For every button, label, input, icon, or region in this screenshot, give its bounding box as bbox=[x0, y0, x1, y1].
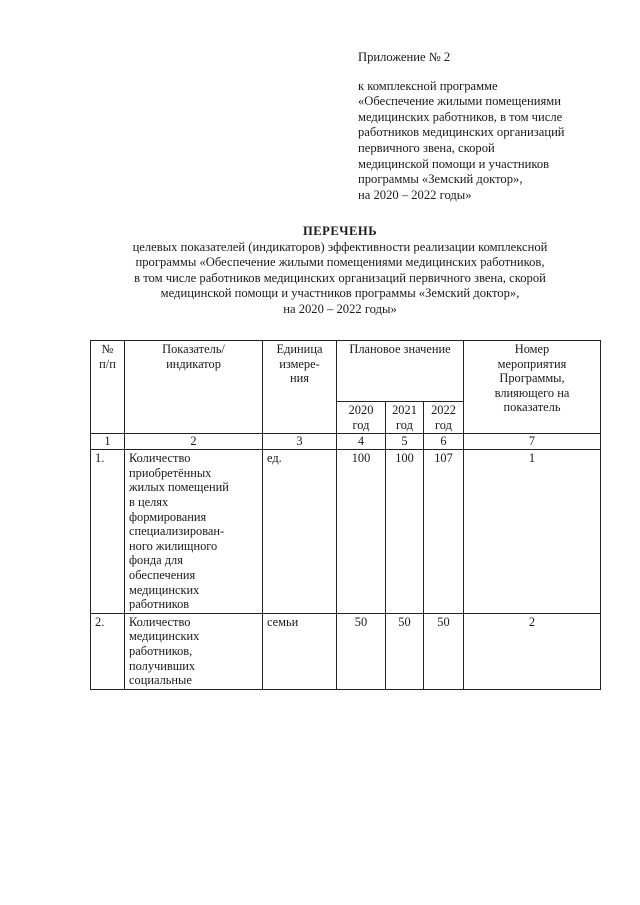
row-num: 2. bbox=[91, 613, 125, 689]
column-number: 1 bbox=[91, 434, 125, 450]
header-year-2021: 2021 год bbox=[386, 402, 424, 434]
header-planned: Плановое значение bbox=[337, 341, 464, 402]
appendix-line: медицинских работников, в том числе bbox=[358, 109, 563, 124]
row-measure: 1 bbox=[464, 450, 601, 614]
title-line: медицинской помощи и участников программы «Земский доктор», bbox=[160, 286, 520, 301]
title-line: программы «Обеспечение жилыми помещениями медицинских работников, bbox=[135, 255, 545, 270]
row-num: 1. bbox=[91, 450, 125, 614]
appendix-line: на 2020 – 2022 годы» bbox=[358, 187, 472, 202]
appendix-line: первичного звена, скорой bbox=[358, 140, 495, 155]
column-number-row bbox=[91, 434, 601, 450]
appendix-line: работников медицинских организаций bbox=[358, 125, 565, 140]
column-number: 3 bbox=[263, 434, 337, 450]
appendix-header bbox=[358, 50, 626, 203]
header-indicator: Показатель/ индикатор bbox=[125, 341, 263, 434]
appendix-line: к комплексной программе bbox=[358, 78, 498, 93]
row-unit: ед. bbox=[263, 450, 337, 614]
table-row bbox=[91, 613, 601, 689]
document-title bbox=[70, 224, 610, 318]
title-line: целевых показателей (индикаторов) эффективности реализации комплексной bbox=[132, 239, 548, 254]
table-row bbox=[91, 450, 601, 614]
row-value-2022: 107 bbox=[424, 450, 464, 614]
title-line: в том числе работников медицинских организаций первичного звена, скорой bbox=[134, 270, 546, 285]
row-value-2021: 50 bbox=[386, 613, 424, 689]
row-value-2021: 100 bbox=[386, 450, 424, 614]
row-indicator: Количество медицинских работников, получивших социальные bbox=[125, 613, 263, 689]
column-number: 7 bbox=[464, 434, 601, 450]
row-value-2020: 100 bbox=[337, 450, 386, 614]
row-value-2022: 50 bbox=[424, 613, 464, 689]
row-measure: 2 bbox=[464, 613, 601, 689]
header-unit: Единица измере- ния bbox=[263, 341, 337, 434]
column-number: 2 bbox=[125, 434, 263, 450]
appendix-line: «Обеспечение жилыми помещениями bbox=[358, 94, 561, 109]
title-heading: ПЕРЕЧЕНЬ bbox=[302, 224, 378, 238]
column-number: 6 bbox=[424, 434, 464, 450]
appendix-line: программы «Земский доктор», bbox=[358, 172, 523, 187]
header-num: № п/п bbox=[91, 341, 125, 434]
header-measure: Номер мероприятия Программы, влияющего на показатель bbox=[464, 341, 601, 434]
row-unit: семьи bbox=[263, 613, 337, 689]
row-value-2020: 50 bbox=[337, 613, 386, 689]
appendix-line: медицинской помощи и участников bbox=[358, 156, 550, 171]
title-line: на 2020 – 2022 годы» bbox=[283, 301, 397, 316]
header-year-2020: 2020 год bbox=[337, 402, 386, 434]
column-number: 5 bbox=[386, 434, 424, 450]
column-number: 4 bbox=[337, 434, 386, 450]
header-row bbox=[91, 341, 601, 402]
header-year-2022: 2022 год bbox=[424, 402, 464, 434]
indicators-table bbox=[90, 340, 601, 690]
row-indicator: Количество приобретённых жилых помещений в целях формирования специализирован- ного жилищного фонда для обеспечения медицинских работников bbox=[125, 450, 263, 614]
appendix-number: Приложение № 2 bbox=[358, 50, 451, 64]
